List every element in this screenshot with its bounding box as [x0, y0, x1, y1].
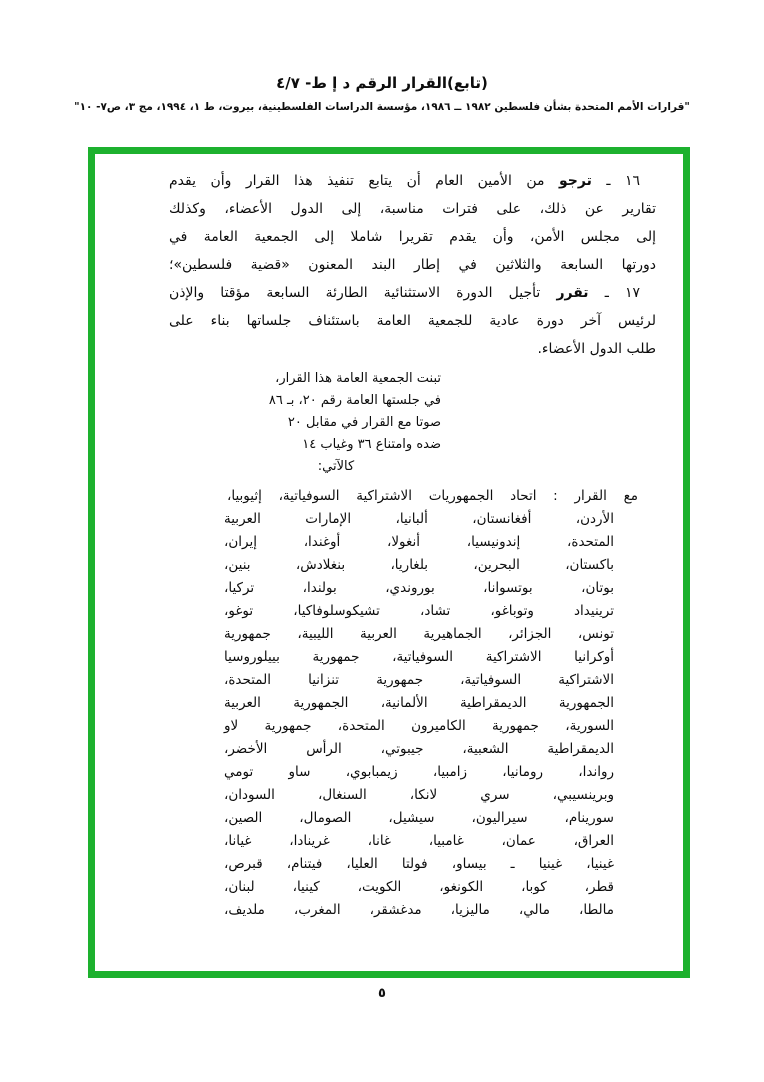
country-line: العراق، عمان، غامبيا، غانا، غرينادا، غيانا، [224, 833, 614, 849]
paragraph-17-marker: ١٧ ـ [604, 285, 641, 301]
text-line: تقارير عن ذلك، على فترات مناسبة، إلى الدول الأعضاء، وكذلك [169, 201, 656, 217]
with-vote-label-line [227, 484, 638, 508]
paragraph-17-text: تأجيل الدورة الاستثنائية الطارئة السابعة مؤقتا والإذن [169, 285, 541, 301]
vote-note-line: ضده وامتناع ٣٦ وغياب ١٤ [302, 437, 441, 452]
vote-note-lines [169, 368, 441, 456]
paragraph-16-marker: ١٦ ـ [606, 173, 640, 189]
paragraph-17-first-line [169, 279, 656, 307]
paragraph-17-lines [169, 307, 656, 363]
green-frame [88, 147, 690, 978]
country-line: بوتان، بوتسوانا، بوروندي، بولندا، تركيا، [224, 580, 614, 596]
citation-line: "قرارات الأمم المتحدة بشأن فلسطين ١٩٨٢ ــ ١٩٨٦، مؤسسة الدراسات الفلسطينية، بيروت، ط ١، ١٩٩٤، مج ٣، ص٧- ١٠" [74, 101, 690, 113]
text-line: دورتها السابعة والثلاثين في إطار البند المعنون «قضية فلسطين»؛ [169, 257, 656, 273]
paragraph-17 [169, 279, 656, 363]
paragraph-17-keyword: تقرر [556, 285, 589, 301]
with-vote-label: مع القرار : اتحاد الجمهوريات الاشتراكية السوفياتية، إثيوبيا، [227, 488, 638, 504]
resolution-title: (تابع)القرار الرقم د إ ط- ٤/٧ [276, 74, 488, 92]
country-line: مالطا، مالي، ماليزيا، مدغشقر، المغرب، ملديف، [224, 902, 614, 918]
paragraph-16-text: من الأمين العام أن يتابع تنفيذ هذا القرار وأن يقدم [169, 173, 545, 189]
text-line: إلى مجلس الأمن، وأن يقدم تقريرا شاملا إلى الجمعية العامة في [169, 229, 656, 245]
paragraph-16 [169, 167, 656, 279]
page-header [0, 74, 764, 113]
country-line: قطر، كوبا، الكونغو، الكويت، كينيا، لبنان، [224, 879, 614, 895]
country-line: وبرينسيبي، سري لانكا، السنغال، السودان، [224, 787, 614, 803]
country-line: سورينام، سيراليون، سيشيل، الصومال، الصين، [224, 810, 614, 826]
vote-note-line: في جلستها العامة رقم ٢٠، بـ ٨٦ [268, 393, 441, 408]
vote-note-line: صوتا مع القرار في مقابل ٢٠ [287, 415, 441, 430]
text-line: لرئيس آخر دورة عادية للجمعية العامة باستئناف جلساتها بناء على [169, 313, 656, 329]
vote-note [169, 368, 441, 478]
text-line: طلب الدول الأعضاء. [537, 341, 656, 357]
country-line: رواندا، رومانيا، زامبيا، زيمبابوي، ساو تومي [224, 764, 614, 780]
vote-note-line: تبنت الجمعية العامة هذا القرار، [275, 371, 441, 386]
country-line: ترينيداد وتوباغو، تشاد، تشيكوسلوفاكيا، توغو، [224, 603, 614, 619]
country-line: غينيا، غينيا ـ بيساو، فولتا العليا، فيتنام، قبرص، [224, 856, 614, 872]
paragraph-16-keyword: ترجو [559, 173, 592, 189]
countries-list [224, 508, 614, 922]
country-line: أوكرانيا الاشتراكية السوفياتية، جمهورية بييلوروسيا [224, 649, 614, 665]
country-line: السورية، جمهورية الكاميرون المتحدة، جمهورية لاو [224, 718, 614, 734]
country-line: الديمقراطية الشعبية، جيبوتي، الرأس الأخضر، [224, 741, 614, 757]
page-number: ٥ [378, 986, 386, 1001]
country-line: الاشتراكية السوفياتية، جمهورية تنزانيا المتحدة، [224, 672, 614, 688]
country-line: باكستان، البحرين، بلغاريا، بنغلادش، بنين، [224, 557, 614, 573]
paragraph-16-first-line [169, 167, 656, 195]
country-line: تونس، الجزائر، الجماهيرية العربية الليبية، جمهورية [224, 626, 614, 642]
paragraph-16-lines [169, 195, 656, 279]
vote-note-closing: كالآتي: [317, 459, 355, 474]
country-line: الأردن، أفغانستان، ألبانيا، الإمارات العربية [224, 511, 614, 527]
country-line: الجمهورية الديمقراطية الألمانية، الجمهورية العربية [224, 695, 614, 711]
text-column [169, 167, 656, 922]
country-line: المتحدة، إندونيسيا، أنغولا، أوغندا، إيران، [224, 534, 614, 550]
